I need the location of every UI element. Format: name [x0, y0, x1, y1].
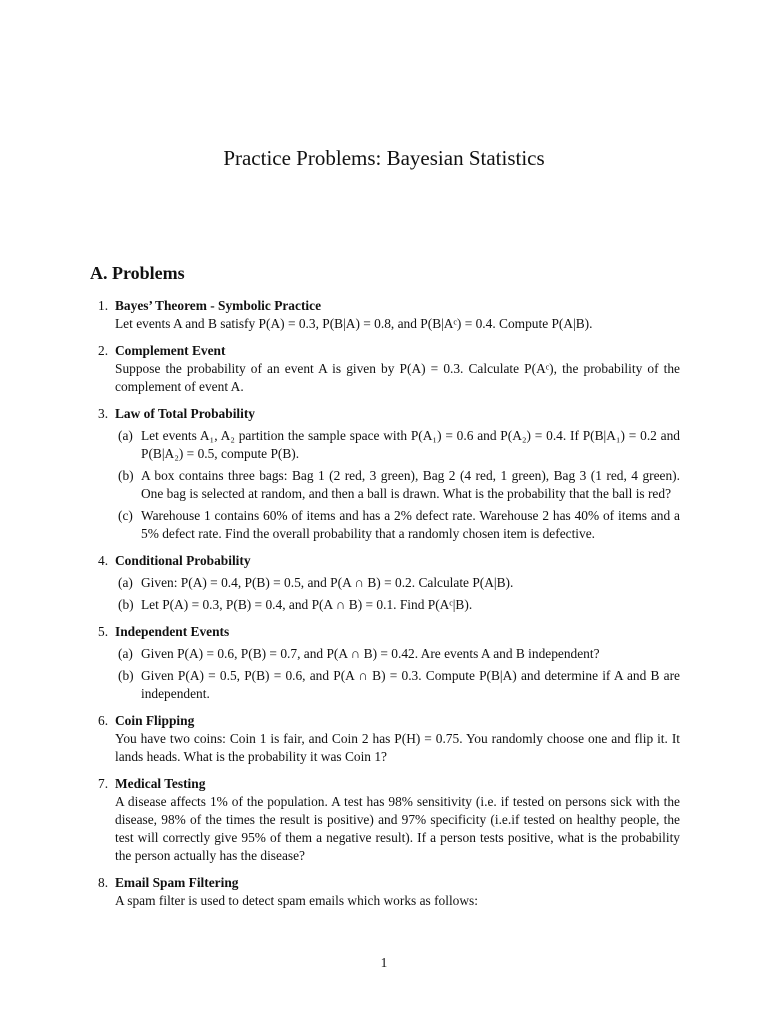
problem-7 — [90, 775, 680, 865]
subproblem-label: (b) — [118, 468, 134, 483]
subproblem-b — [115, 596, 680, 614]
subproblem-text: Given P(A) = 0.5, P(B) = 0.6, and P(A ∩ B) = 0.3. Compute P(B|A) and determine if A and B are independent. — [141, 668, 680, 701]
problem-3 — [90, 405, 680, 543]
problem-title: Bayes’ Theorem - Symbolic Practice — [115, 298, 322, 313]
problem-number: 1. — [98, 298, 109, 313]
problem-number: 7. — [98, 776, 109, 791]
problem-6 — [90, 712, 680, 766]
subproblem-a — [115, 574, 680, 592]
problem-body: You have two coins: Coin 1 is fair, and Coin 2 has P(H) = 0.75. You randomly choose one and flip it. It lands heads. What is the probability it was Coin 1? — [115, 731, 680, 764]
subproblem-label: (a) — [118, 575, 133, 590]
problem-title: Medical Testing — [115, 776, 206, 791]
problem-body: Suppose the probability of an event A is given by P(A) = 0.3. Calculate P(Aᶜ), the probability of the complement of event A. — [115, 361, 680, 394]
subproblem-label: (c) — [118, 508, 133, 523]
problem-body: A spam filter is used to detect spam emails which works as follows: — [115, 893, 478, 908]
problem-number: 8. — [98, 875, 109, 890]
problem-number: 6. — [98, 713, 109, 728]
problem-title: Coin Flipping — [115, 713, 195, 728]
document-title: Practice Problems: Bayesian Statistics — [223, 146, 545, 170]
problem-body: Let events A and B satisfy P(A) = 0.3, P(B|A) = 0.8, and P(B|Aᶜ) = 0.4. Compute P(A|B). — [115, 316, 593, 331]
problem-1 — [90, 297, 680, 333]
subproblem-c — [115, 507, 680, 543]
section-heading: A. Problems — [90, 263, 185, 283]
problem-5 — [90, 623, 680, 703]
subproblem-text: Let events A₁, A₂ partition the sample space with P(A₁) = 0.6 and P(A₂) = 0.4. If P(B|A₁) = 0.2 and P(B|A₂) = 0.5, compute P(B). — [141, 428, 680, 461]
problem-title: Complement Event — [115, 343, 226, 358]
page-number: 1 — [380, 955, 388, 970]
problem-number: 2. — [98, 343, 109, 358]
problem-list — [90, 297, 680, 919]
subproblem-text: Given P(A) = 0.6, P(B) = 0.7, and P(A ∩ B) = 0.42. Are events A and B independent? — [141, 646, 600, 661]
subproblem-a — [115, 427, 680, 463]
subproblem-a — [115, 645, 680, 663]
subproblem-b — [115, 467, 680, 503]
subproblem-b — [115, 667, 680, 703]
problem-title: Conditional Probability — [115, 553, 251, 568]
subproblem-text: A box contains three bags: Bag 1 (2 red, 3 green), Bag 2 (4 red, 1 green), Bag 3 (1 red, 4 green). One bag is selected at random, and then a ball is drawn. What is the probability that the ball is red? — [141, 468, 680, 501]
subproblem-label: (b) — [118, 597, 134, 612]
problem-title: Law of Total Probability — [115, 406, 256, 421]
subproblem-label: (b) — [118, 668, 134, 683]
problem-title: Email Spam Filtering — [115, 875, 239, 890]
problem-number: 4. — [98, 553, 109, 568]
problem-number: 5. — [98, 624, 109, 639]
subproblem-label: (a) — [118, 428, 133, 443]
problem-body: A disease affects 1% of the population. A test has 98% sensitivity (i.e. if tested on persons sick with the disease, 98% of the times the result is positive) and 97% specificity (i.e.if tested on healthy people, the test will correctly give 95% of them a negative result). If a person tests positive, what is the probability the person actually has the disease? — [115, 794, 680, 863]
problem-number: 3. — [98, 406, 109, 421]
subproblem-text: Let P(A) = 0.3, P(B) = 0.4, and P(A ∩ B) = 0.1. Find P(Aᶜ|B). — [141, 597, 473, 612]
subproblem-label: (a) — [118, 646, 133, 661]
problem-2 — [90, 342, 680, 396]
problem-8 — [90, 874, 680, 910]
problem-4 — [90, 552, 680, 614]
subproblem-text: Given: P(A) = 0.4, P(B) = 0.5, and P(A ∩ B) = 0.2. Calculate P(A|B). — [141, 575, 514, 590]
problem-title: Independent Events — [115, 624, 230, 639]
subproblem-text: Warehouse 1 contains 60% of items and has a 2% defect rate. Warehouse 2 has 40% of items and a 5% defect rate. Find the overall probability that a randomly chosen item is defective. — [141, 508, 680, 541]
